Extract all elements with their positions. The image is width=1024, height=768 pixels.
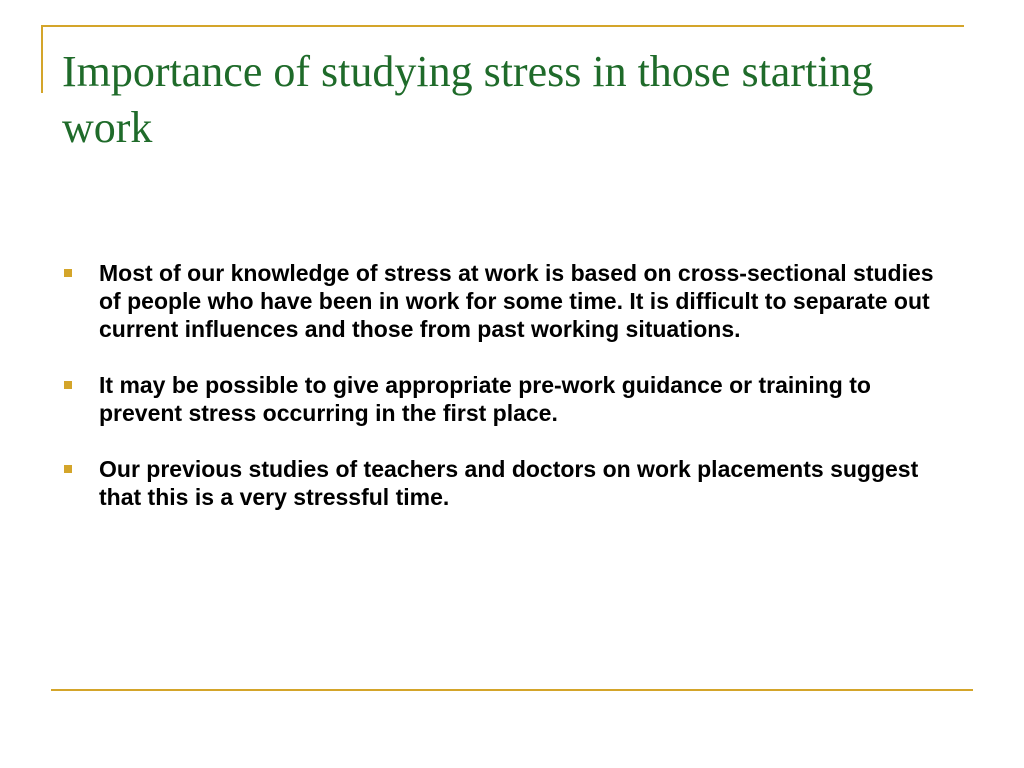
square-bullet-icon <box>64 465 72 473</box>
bullet-text: It may be possible to give appropriate pre-work guidance or training to prevent stress occurring in the first place. <box>99 372 871 426</box>
square-bullet-icon <box>64 269 72 277</box>
bottom-horizontal-rule <box>51 689 973 691</box>
top-horizontal-rule <box>41 25 964 27</box>
bullet-item <box>62 455 957 511</box>
bullet-list <box>62 259 957 539</box>
bullet-text: Our previous studies of teachers and doctors on work placements suggest that this is a very stressful time. <box>99 456 919 510</box>
bullet-text: Most of our knowledge of stress at work is based on cross-sectional studies of people who have been in work for some time. It is difficult to separate out current influences and those from past working situations. <box>99 260 934 342</box>
bullet-item <box>62 259 957 343</box>
top-left-vertical-rule <box>41 25 43 93</box>
square-bullet-icon <box>64 381 72 389</box>
slide-title: Importance of studying stress in those starting work <box>62 47 874 152</box>
bullet-item <box>62 371 957 427</box>
